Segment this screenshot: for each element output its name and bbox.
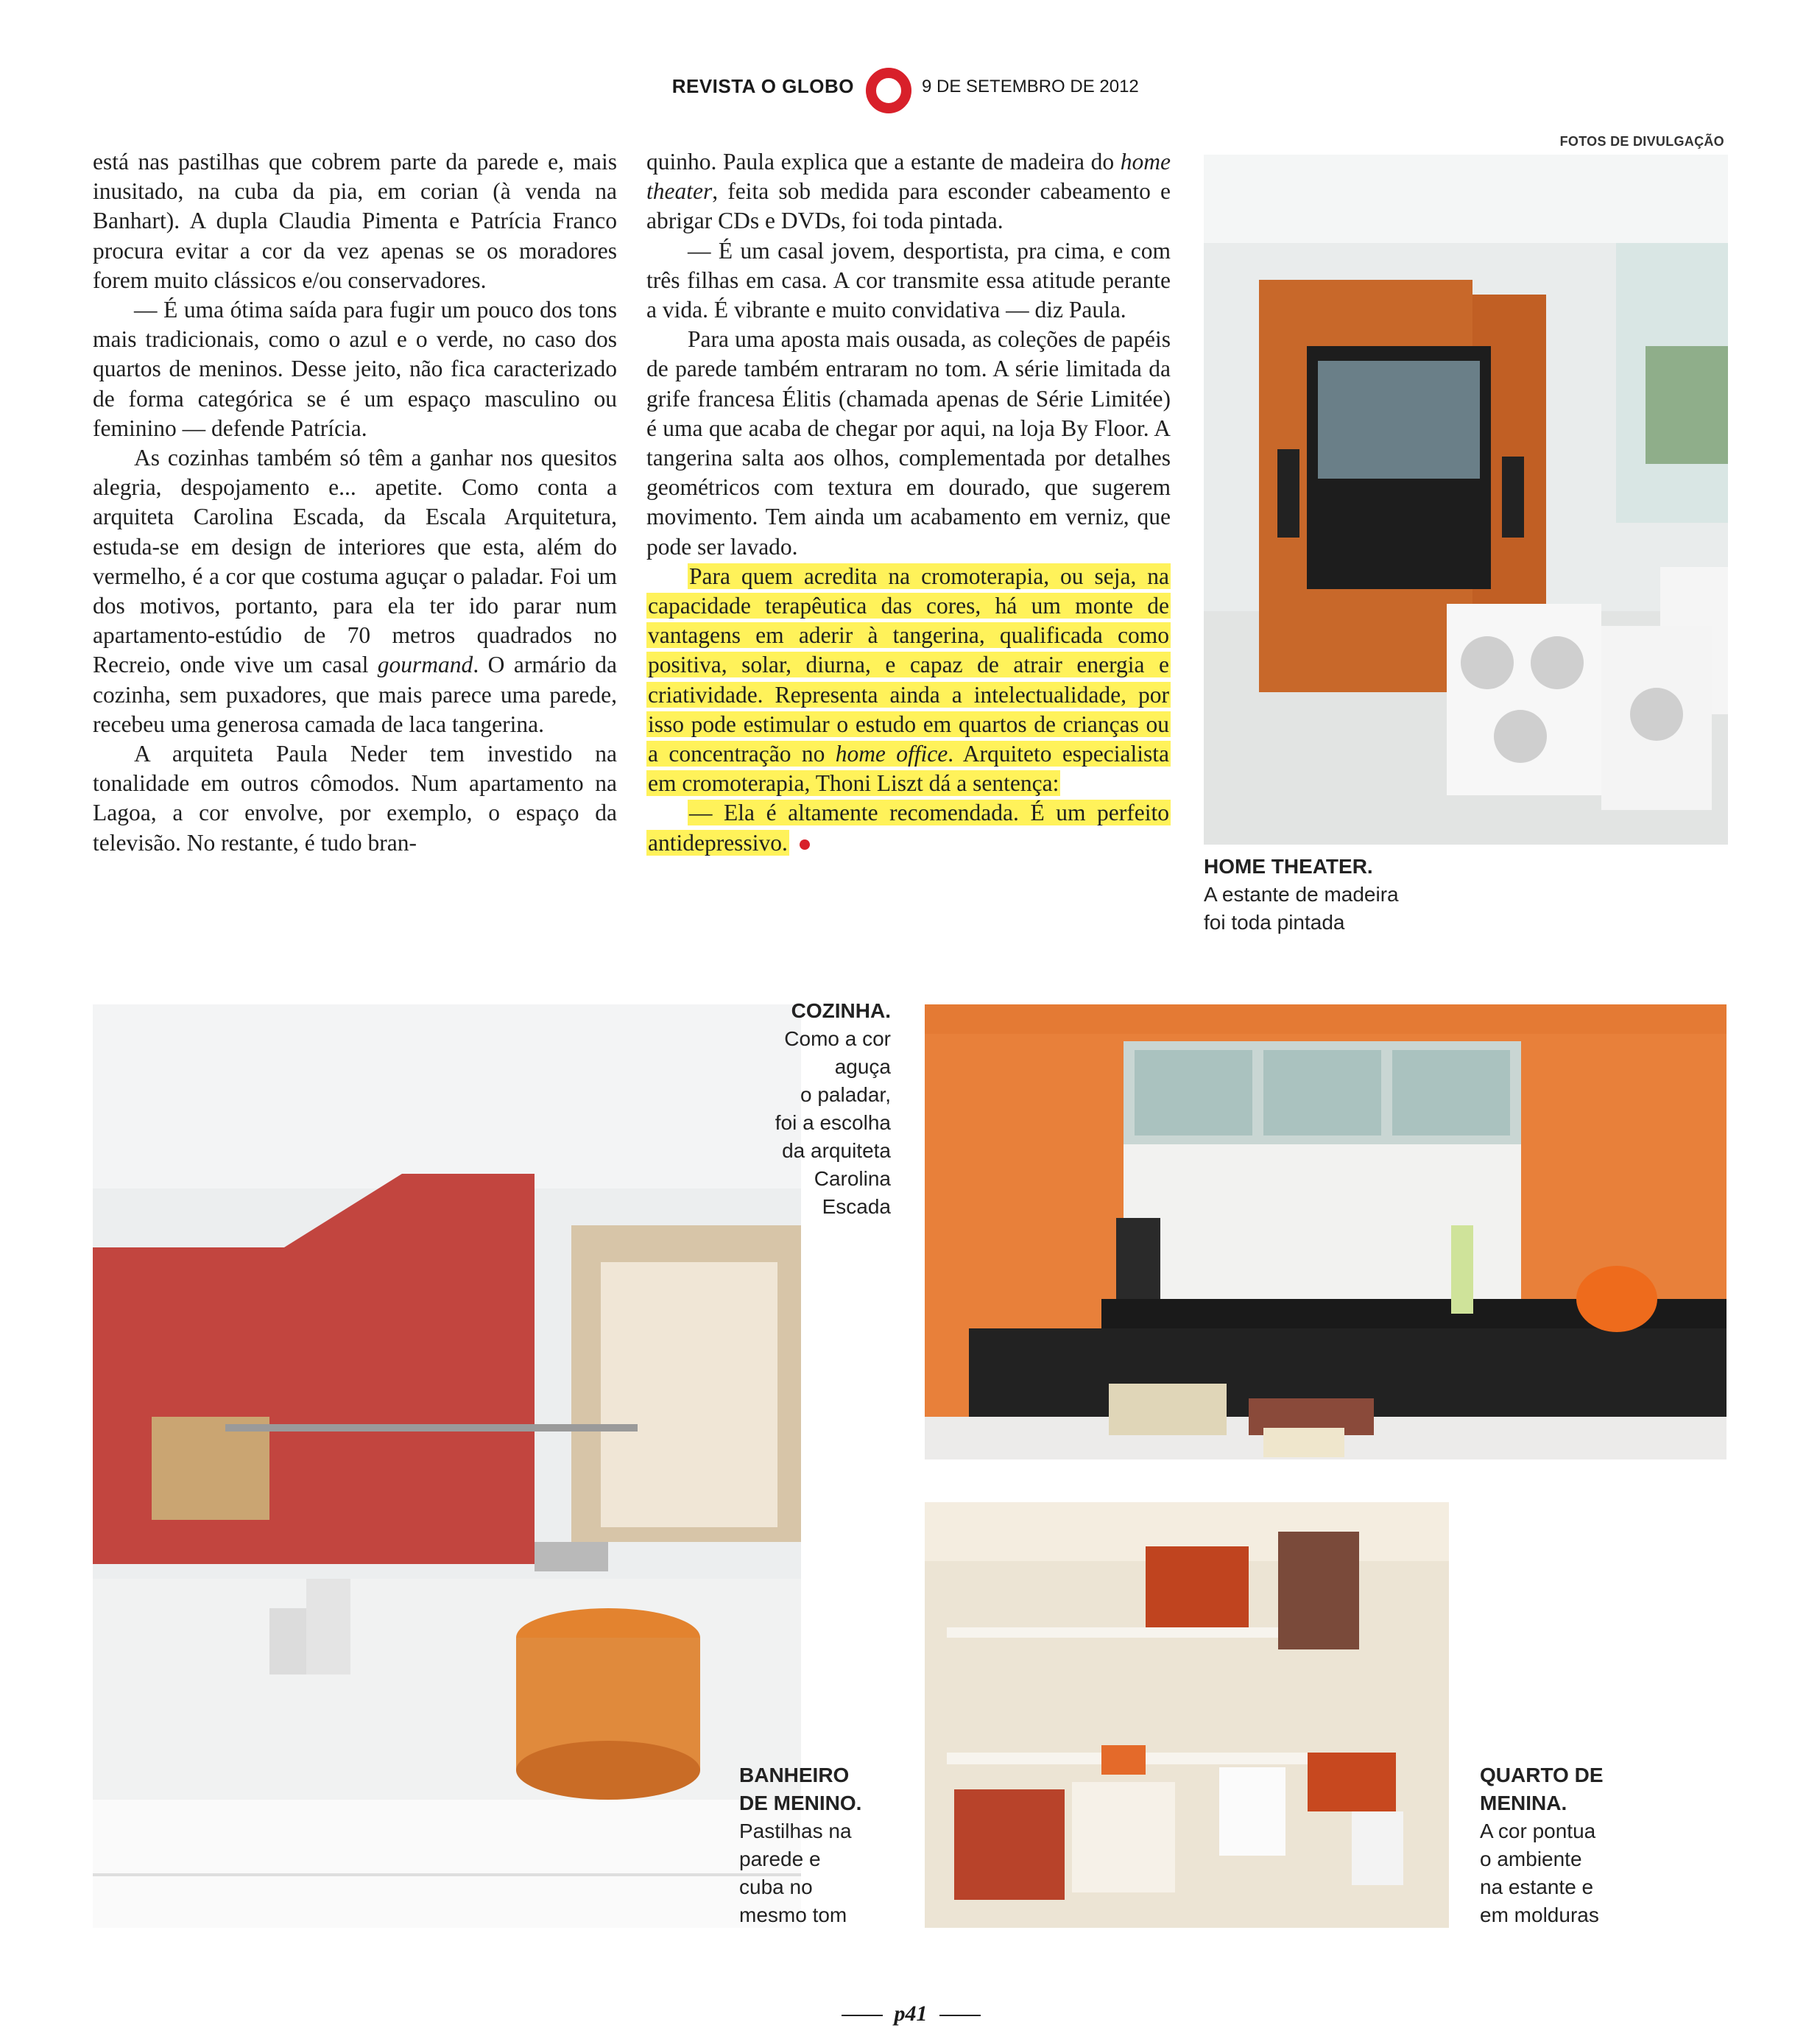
caption-line: cuba no [739, 1876, 813, 1898]
girls-room-photo [925, 1502, 1449, 1928]
home-theater-photo [1204, 155, 1728, 845]
highlighted-paragraph [646, 798, 1171, 857]
caption-line: em molduras [1480, 1904, 1599, 1926]
paragraph [93, 443, 617, 739]
masthead [0, 68, 1820, 112]
caption-quarto [1480, 1761, 1723, 1929]
caption-line: Pastilhas na [739, 1820, 852, 1842]
kitchen-photo [925, 1004, 1726, 1459]
caption-line: foi toda pintada [1204, 911, 1345, 934]
caption-line: Carolina [814, 1167, 891, 1190]
caption-title: HOME THEATER. [1204, 855, 1373, 878]
caption-title: MENINA. [1480, 1792, 1567, 1814]
article-column-1 [93, 147, 617, 858]
folio-rule [842, 2015, 883, 2016]
caption-line: parede e [739, 1848, 821, 1870]
caption-line: foi a escolha [775, 1111, 891, 1134]
paragraph-text: . O armário da cozinha, sem puxadores, que mais parece uma parede, recebeu uma generosa camada de laca tangerina. [93, 652, 617, 737]
page-number [803, 2001, 1019, 2031]
caption-line: na estante e [1480, 1876, 1594, 1898]
caption-title: QUARTO DE [1480, 1764, 1604, 1786]
paragraph [646, 147, 1171, 236]
highlighted-paragraph [646, 562, 1171, 799]
paragraph-text: , feita sob medida para esconder cabeamento e abrigar CDs e DVDs, foi toda pintada. [646, 178, 1171, 234]
highlighted-text: — Ela é altamente recomendada. É um perfeito antidepressivo. [648, 800, 1169, 856]
publication-name: REVISTA O GLOBO [671, 75, 854, 97]
photo-credit: FOTOS DE DIVULGAÇÃO [1559, 134, 1724, 149]
paragraph: — É uma ótima saída para fugir um pouco dos tons mais tradicionais, como o azul e o verde, no caso dos quartos de meninos. Desse jeito, não fica caracterizado de forma categórica se é um espaço masculino ou feminino — defende Patrícia. [93, 297, 617, 441]
page-number-text: p41 [894, 2001, 928, 2026]
paragraph-text: quinho. Paula explica que a estante de madeira do [646, 149, 1115, 175]
paragraph-text: As cozinhas também só têm a ganhar nos quesitos alegria, despojamento e... apetite. Como conta a arquiteta Carolina Escada, da Escala Arquitetura, estuda-se em design de interiores que esta, além do vermelho, é a cor que costuma aguçar o paladar. Foi um dos motivos, portanto, para ela ter ido parar num apartamento-estúdio de 70 metros quadrados no Recreio, onde vive um casal [93, 445, 617, 678]
emphasis-text: home theater [646, 149, 1171, 205]
paragraph: — É um casal jovem, desportista, pra cima, e com três filhas em casa. A cor transmite essa atitude perante a vida. É vibrante e muito convidativa — diz Paula. [646, 237, 1171, 323]
caption-line: A estante de madeira [1204, 883, 1399, 906]
article-column-2 [646, 147, 1171, 858]
issue-date: 9 DE SETEMBRO DE 2012 [922, 77, 1139, 96]
caption-home-theater [1204, 853, 1587, 937]
emphasis-text: home office [835, 741, 948, 767]
caption-line: da arquiteta [782, 1139, 891, 1162]
paragraph-text: . Arquiteto especialista em cromoterapia, Thoni Liszt dá a sentença: [648, 741, 1169, 797]
emphasis-text: gourmand [377, 652, 473, 678]
caption-line: Escada [822, 1195, 891, 1218]
o-globo-logo-icon [866, 68, 911, 113]
caption-title: COZINHA. [791, 999, 891, 1022]
caption-line: Como a cor [784, 1027, 891, 1050]
paragraph: está nas pastilhas que cobrem parte da parede e, mais inusitado, na cuba da pia, em corian (à venda na Banhart). A dupla Claudia Pimenta e Patrícia Franco procura evitar a cor da vez apenas se os moradores forem muito clássicos e/ou conservadores. [93, 149, 617, 293]
paragraph-text: Para quem acredita na cromoterapia, ou seja, na capacidade terapêutica das cores, há um monte de vantagens em aderir à tangerina, qualificada como positiva, solar, diurna, e capaz de atrair energia e criatividade. Representa ainda a intelectualidade, por isso pode estimular o estudo em quartos de crianças ou a concentração no [648, 563, 1169, 767]
end-mark-icon [800, 839, 810, 850]
caption-line: A cor pontua [1480, 1820, 1596, 1842]
caption-line: aguça [834, 1055, 891, 1078]
caption-line: o ambiente [1480, 1848, 1582, 1870]
caption-title: BANHEIRO [739, 1764, 850, 1786]
caption-line: o paladar, [800, 1083, 891, 1106]
folio-rule [939, 2015, 981, 2016]
caption-title: DE MENINO. [739, 1792, 862, 1814]
paragraph: Para uma aposta mais ousada, as coleções de papéis de parede também entraram no tom. A série limitada da grife francesa Élitis (chamada apenas de Série Limitée) é uma que acaba de chegar por aqui, na loja By Floor. A tangerina salta aos olhos, complementada por detalhes geométricos com textura em dourado, que sugerem movimento. Tem ainda um acabamento em verniz, que pode ser lavado. [646, 326, 1171, 560]
highlighted-text [646, 563, 1171, 796]
paragraph: A arquiteta Paula Neder tem investido na tonalidade em outros cômodos. Num apartamento na Lagoa, a cor envolve, por exemplo, o espaço da televisão. No restante, é tudo bran- [93, 741, 617, 856]
caption-cozinha [663, 997, 891, 1221]
caption-line: mesmo tom [739, 1904, 847, 1926]
